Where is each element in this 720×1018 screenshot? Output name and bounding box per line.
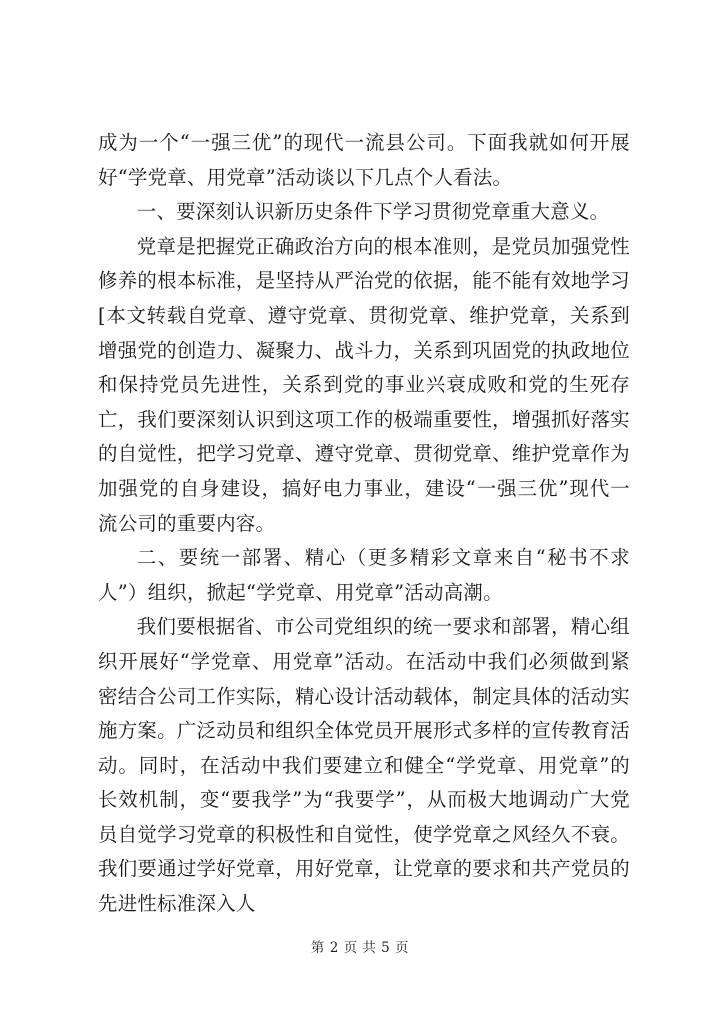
paragraph-body-1: 党章是把握党正确政治方向的根本准则，是党员加强党性修养的根本标准，是坚持从严治党的依据，能不能有效地学习[本文转载自党章、遵守党章、贯彻党章、维护党章，关系到增强党的创造力、凝聚力、战斗力，关系到巩固党的执政地位和保持党员先进性，关系到党的事业兴衰成败和党的生死存亡，我们要深刻认识到这项工作的极端重要性，增强抓好落实的自觉性，把学习党章、遵守党章、贯彻党章、维护党章作为加强党的自身建设，搞好电力事业，建设“一强三优”现代一流公司的重要内容。: [98, 234, 630, 535]
document-body: [98, 126, 630, 922]
paragraph-continuation: 成为一个“一强三优”的现代一流县公司。下面我就如何开展好“学党章、用党章”活动谈以下几点个人看法。: [98, 131, 630, 189]
section-heading-1: 一、要深刻认识新历史条件下学习贯彻党章重大意义。: [136, 200, 610, 224]
paragraph-body-2: 我们要根据省、市公司党组织的统一要求和部署，精心组织开展好“学党章、用党章”活动。在活动中我们必须做到紧密结合公司工作实际，精心设计活动载体，制定具体的活动实施方案。广泛动员和组织全体党员开展形式多样的宣传教育活动。同时，在活动中我们要建立和健全“学党章、用党章”的长效机制，变“要我学”为“我要学”，从而极大地调动广大党员自觉学习党章的积极性和自觉性，使学党章之风经久不衰。我们要通过学好党章，用好党章，让党章的要求和共产党员的先进性标准深入人: [98, 615, 630, 916]
section-heading-2: 二、要统一部署、精心（更多精彩文章来自“秘书不求人”）组织，掀起“学党章、用党章”活动高潮。: [98, 546, 630, 604]
page-footer: 第 2 页 共 5 页: [310, 940, 410, 956]
